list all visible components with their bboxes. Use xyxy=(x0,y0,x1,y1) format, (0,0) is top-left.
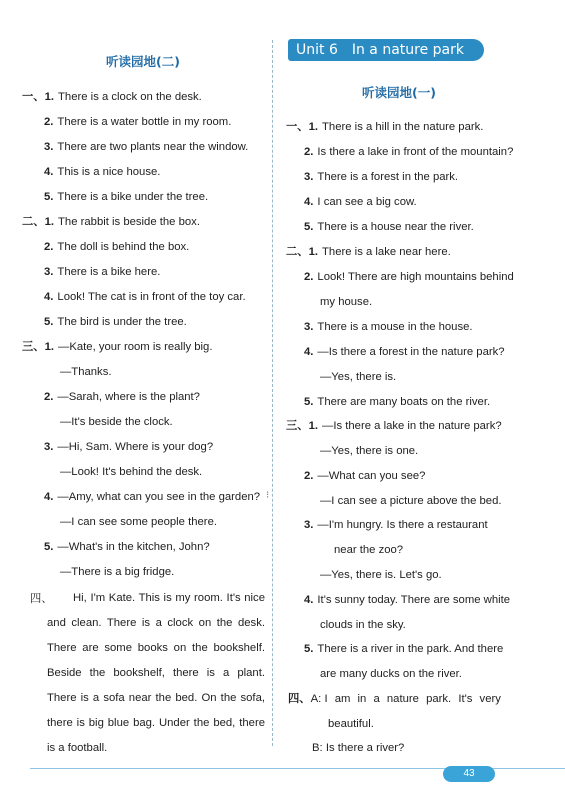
list-item: 2. There is a water bottle in my room. xyxy=(44,116,232,128)
list-item: 2. The doll is behind the box. xyxy=(44,241,190,253)
list-item-cont: —I can see a picture above the bed. xyxy=(320,495,502,507)
dialogue-line-a-cont: beautiful. xyxy=(328,718,374,730)
list-item-cont: near the zoo? xyxy=(334,544,404,556)
reading-paragraph: Hi, I'm Kate. This is my room. It's nice and clean. There is a clock on the desk. There are some books on the bookshelf. Beside the bookshelf, there is a plant. There is a sofa near the bed. On the sofa, there is big blue bag. Under the bed, there is a football. xyxy=(47,592,265,754)
list-item: 2. —What can you see? xyxy=(304,470,426,482)
unit-banner: Unit 6 In a nature park xyxy=(288,39,484,61)
list-item: 4. This is a nice house. xyxy=(44,166,161,178)
list-item-cont: —Yes, there is. xyxy=(320,371,397,383)
list-item: 二、1. The rabbit is beside the box. xyxy=(22,216,200,228)
list-item: 一、1. There is a clock on the desk. xyxy=(22,91,202,103)
list-item: 5. The bird is under the tree. xyxy=(44,316,187,328)
list-item: —Thanks. xyxy=(60,366,112,378)
list-item: —There is a big fridge. xyxy=(60,566,175,578)
list-item: 三、1. —Is there a lake in the nature park? xyxy=(286,420,502,432)
column-divider xyxy=(272,40,273,746)
list-item-cont: clouds in the sky. xyxy=(320,619,406,631)
page-number-badge: 43 xyxy=(443,766,495,782)
list-item: 3. There is a bike here. xyxy=(44,266,161,278)
list-item: 5. There are many boats on the river. xyxy=(304,396,491,408)
list-item: 二、1. There is a lake near here. xyxy=(286,246,451,258)
dialogue-line-b: B: Is there a river? xyxy=(312,742,405,754)
list-item: 5. There is a bike under the tree. xyxy=(44,191,209,203)
list-item: 4. It's sunny today. There are some white xyxy=(304,594,511,606)
list-item: 一、1. There is a hill in the nature park. xyxy=(286,121,484,133)
list-item: —It's beside the clock. xyxy=(60,416,173,428)
list-item: 3. There is a mouse in the house. xyxy=(304,321,473,333)
list-item: 2. Is there a lake in front of the mountain? xyxy=(304,146,514,158)
list-item: 3. —I'm hungry. Is there a restaurant xyxy=(304,519,488,531)
list-item: —I can see some people there. xyxy=(60,516,217,528)
list-item: 2. —Sarah, where is the plant? xyxy=(44,391,200,403)
list-item-cont: —Yes, there is one. xyxy=(320,445,419,457)
list-item: 2. Look! There are high mountains behind xyxy=(304,271,514,283)
list-item: —Look! It's behind the desk. xyxy=(60,466,203,478)
list-item: 4. —Is there a forest in the nature park? xyxy=(304,346,505,358)
right-column xyxy=(278,0,565,806)
list-item: 5. There is a river in the park. And there xyxy=(304,643,504,655)
list-item: 3. There are two plants near the window. xyxy=(44,141,249,153)
section-title-listening-1: 听读园地(一) xyxy=(362,85,436,100)
section-mark-4: 四、 xyxy=(30,593,53,605)
list-item-cont: my house. xyxy=(320,296,373,308)
list-item: 3. —Hi, Sam. Where is your dog? xyxy=(44,441,214,453)
list-item: 5. There is a house near the river. xyxy=(304,221,474,233)
list-item: 5. —What's in the kitchen, John? xyxy=(44,541,210,553)
left-column xyxy=(0,0,270,806)
section-title-listening-2: 听读园地(二) xyxy=(106,54,180,69)
list-item-cont: are many ducks on the river. xyxy=(320,668,462,680)
list-item: 4. —Amy, what can you see in the garden? xyxy=(44,491,261,503)
list-item: 3. There is a forest in the park. xyxy=(304,171,459,183)
list-item: 4. Look! The cat is in front of the toy car. xyxy=(44,291,246,303)
dialogue-line-a: 四、A: I am in a nature park. It's very xyxy=(288,693,501,705)
list-item: 4. I can see a big cow. xyxy=(304,196,417,208)
list-item-cont: —Yes, there is. Let's go. xyxy=(320,569,442,581)
list-item: 三、1. —Kate, your room is really big. xyxy=(22,341,213,353)
margin-mark: ⁝ xyxy=(266,490,270,501)
